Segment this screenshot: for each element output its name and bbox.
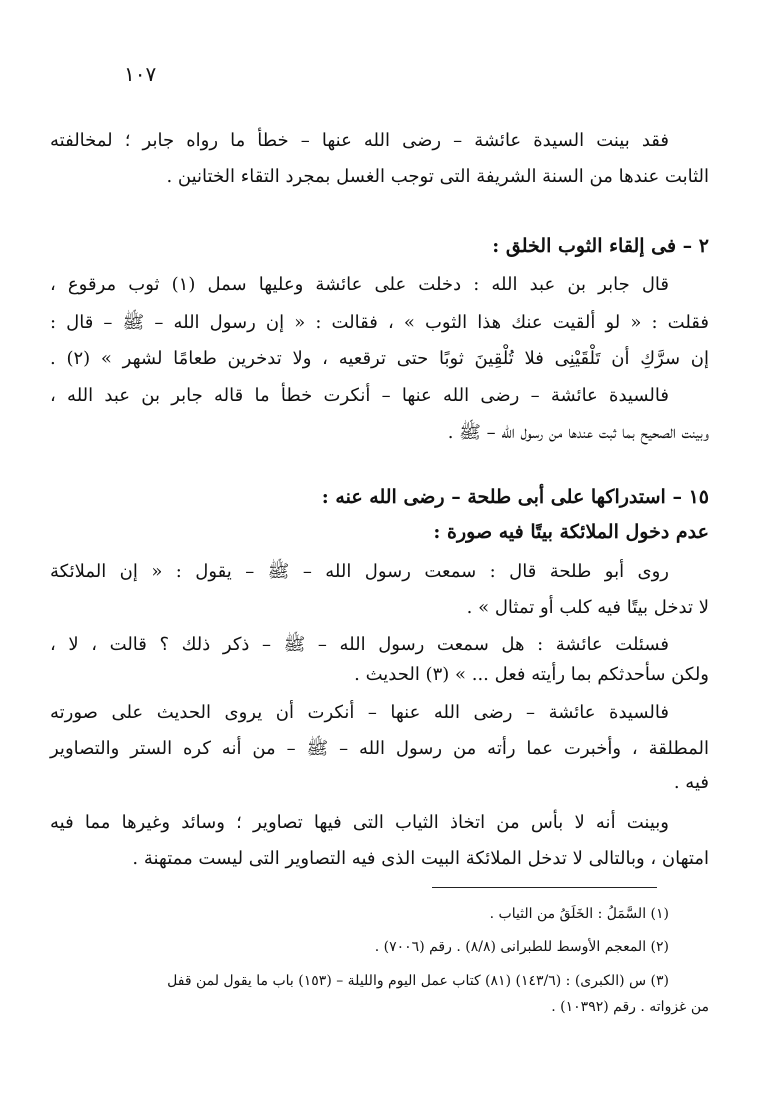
paragraph-line: فيه . — [673, 772, 709, 793]
section-heading: ١٥ – استدراكها على أبى طلحة – رضى الله عنه : — [321, 486, 709, 508]
paragraph-line: قال جابر بن عبد الله : دخلت على عائشة وعليها سمل (١) ثوب مرقوع ، — [50, 274, 669, 295]
footnote: (١) السَّمَلُ : الخَلَقُ من الثياب . — [489, 906, 669, 922]
section-subheading: عدم دخول الملائكة بيتًا فيه صورة : — [433, 521, 709, 543]
paragraph-line: امتهان ، وبالتالى لا تدخل الملائكة البيت الذى فيه التصاوير التى ليست ممتهنة . — [132, 848, 709, 869]
paragraph-line: المطلقة ، وأخبرت عما رأته من رسول الله – ﷺ – من أنه كره الستر والتصاوير — [50, 738, 709, 759]
page-number: ١٠٧ — [124, 62, 157, 86]
footnote-continuation: من غزواته . رقم (١٠٣٩٢) . — [551, 999, 709, 1015]
paragraph-line: وبينت الصحيح بما ثبت عندها من رسول الله – ﷺ . — [447, 422, 709, 443]
paragraph-line: ولكن سأحدثكم بما رأيته فعل ... » (٣) الحديث . — [354, 664, 709, 685]
paragraph-line: فالسيدة عائشة – رضى الله عنها – أنكرت خطأ ما قاله جابر بن عبد الله ، — [50, 385, 669, 406]
paragraph-line: إن سرَّكِ أن تَلْقَيْنِى فلا تُلْقِينَ ثوبًا حتى ترقعيه ، ولا تدخرين طعامًا لشهر » (٢) . — [50, 348, 709, 369]
paragraph-line: فقد بينت السيدة عائشة – رضى الله عنها – خطأ ما رواه جابر ؛ لمخالفته — [50, 130, 669, 151]
footnote-divider — [432, 887, 657, 888]
paragraph-line: فسئلت عائشة : هل سمعت رسول الله – ﷺ – ذكر ذلك ؟ قالت ، لا ، — [50, 634, 669, 655]
paragraph-line: فقلت : « لو ألقيت عنك هذا الثوب » ، فقالت : « إن رسول الله – ﷺ – قال : — [50, 312, 709, 333]
paragraph-line: روى أبو طلحة قال : سمعت رسول الله – ﷺ – يقول : « إن الملائكة — [50, 561, 669, 582]
section-heading: ٢ – فى إلقاء الثوب الخلق : — [492, 235, 709, 257]
paragraph-line: فالسيدة عائشة – رضى الله عنها – أنكرت أن يروى الحديث على صورته — [50, 702, 669, 723]
paragraph-line: لا تدخل بيتًا فيه كلب أو تمثال » . — [466, 597, 709, 618]
paragraph-line: الثابت عندها من السنة الشريفة التى توجب الغسل بمجرد التقاء الختانين . — [166, 166, 709, 187]
paragraph-line: وبينت أنه لا بأس من اتخاذ الثياب التى فيها تصاوير ؛ وسائد وغيرها مما فيه — [50, 812, 669, 833]
footnote: (٣) س (الكبرى) : (١٤٣/٦) (٨١) كتاب عمل اليوم والليلة – (١٥٣) باب ما يقول لمن قفل — [167, 973, 669, 989]
footnote: (٢) المعجم الأوسط للطبرانى (٨/٨) . رقم (٧٠٠٦) . — [374, 939, 669, 955]
